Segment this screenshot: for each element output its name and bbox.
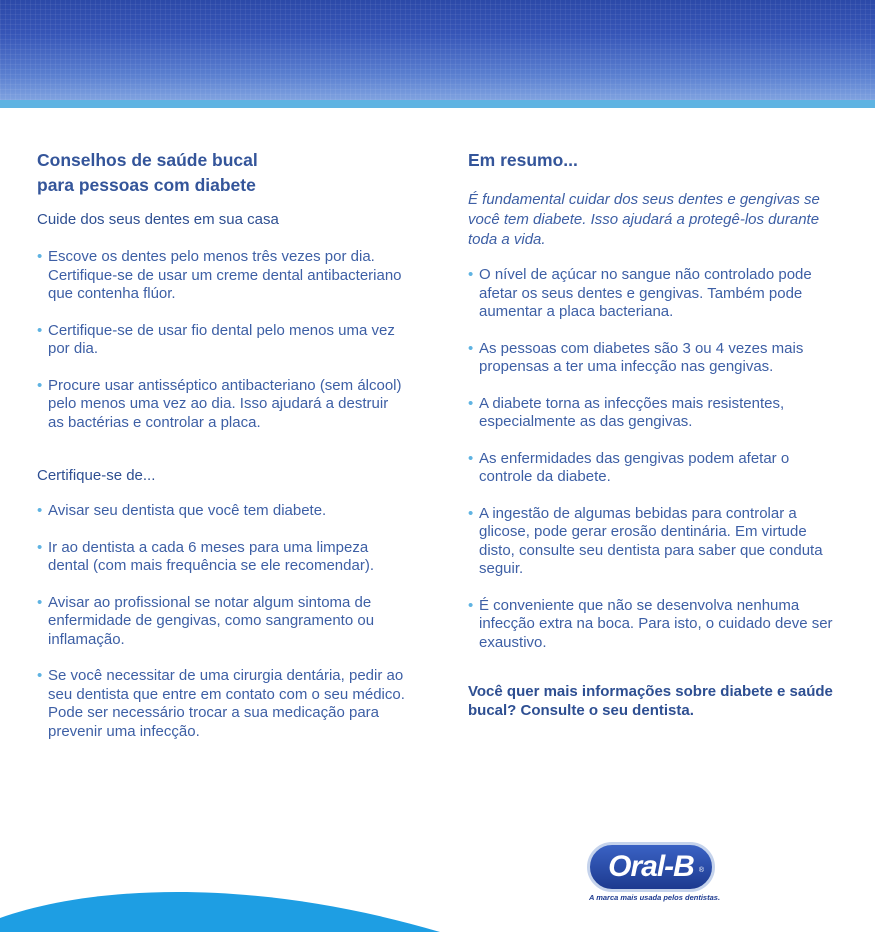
right-column bbox=[468, 148, 838, 720]
make-sure-list bbox=[37, 502, 407, 741]
list-item: • Avisar ao profissional se notar algum sintoma de enfermidade de gengivas, como sangramento ou inflamação. bbox=[37, 594, 407, 650]
main-title bbox=[37, 148, 407, 198]
list-item: • Avisar seu dentista que você tem diabete. bbox=[37, 502, 407, 521]
main-title-line-2: para pessoas com diabete bbox=[37, 175, 256, 195]
logo-tagline: A marca mais usada pelos dentistas. bbox=[589, 893, 721, 902]
summary-title: Em resumo... bbox=[468, 150, 578, 170]
decorative-wave bbox=[0, 880, 440, 932]
summary-list bbox=[468, 266, 838, 652]
home-care-list bbox=[37, 248, 407, 432]
logo-badge bbox=[587, 842, 715, 892]
logo-brand-text: Oral-B bbox=[608, 850, 694, 883]
list-item: • O nível de açúcar no sangue não controlado pode afetar os seus dentes e gengivas. Também pode aumentar a placa bacteriana. bbox=[468, 266, 838, 322]
header-stripe bbox=[0, 100, 875, 108]
oral-b-logo bbox=[587, 842, 719, 914]
list-item: • A ingestão de algumas bebidas para controlar a glicose, pode gerar erosão dentinária. Em virtude disto, consulte seu dentista para saber que conduta seguir. bbox=[468, 505, 838, 579]
list-item: • Ir ao dentista a cada 6 meses para uma limpeza dental (com mais frequência se ele recomendar). bbox=[37, 539, 407, 576]
section-make-sure-heading: Certifique-se de... bbox=[37, 467, 156, 484]
list-item: • As enfermidades das gengivas podem afetar o controle da diabete. bbox=[468, 450, 838, 487]
section-home-care-heading: Cuide dos seus dentes em sua casa bbox=[37, 211, 279, 228]
list-item: • Procure usar antisséptico antibacteriano (sem álcool) pelo menos uma vez ao dia. Isso ajudará a destruir as bactérias e controlar a placa. bbox=[37, 377, 407, 433]
registered-mark: ® bbox=[698, 867, 704, 874]
list-item: • A diabete torna as infecções mais resistentes, especialmente as das gengivas. bbox=[468, 395, 838, 432]
main-title-line-1: Conselhos de saúde bucal bbox=[37, 150, 258, 170]
left-column bbox=[37, 148, 407, 741]
list-item: • Certifique-se de usar fio dental pelo menos uma vez por dia. bbox=[37, 322, 407, 359]
list-item: • Escove os dentes pelo menos três vezes por dia. Certifique-se de usar um creme dental antibacteriano que contenha flúor. bbox=[37, 248, 407, 304]
list-item: • É conveniente que não se desenvolva nenhuma infecção extra na boca. Para isto, o cuidado deve ser exaustivo. bbox=[468, 597, 838, 653]
header-banner bbox=[0, 0, 875, 100]
list-item: • Se você necessitar de uma cirurgia dentária, pedir ao seu dentista que entre em contato com o seu médico. Pode ser necessário trocar a sua medicação para prevenir uma infecção. bbox=[37, 667, 407, 741]
summary-intro: É fundamental cuidar dos seus dentes e gengivas se você tem diabete. Isso ajudará a protegê-los durante toda a vida. bbox=[468, 191, 820, 248]
call-to-action: Você quer mais informações sobre diabete e saúde bucal? Consulte o seu dentista. bbox=[468, 683, 833, 719]
list-item: • As pessoas com diabetes são 3 ou 4 vezes mais propensas a ter uma infecção nas gengivas. bbox=[468, 340, 838, 377]
